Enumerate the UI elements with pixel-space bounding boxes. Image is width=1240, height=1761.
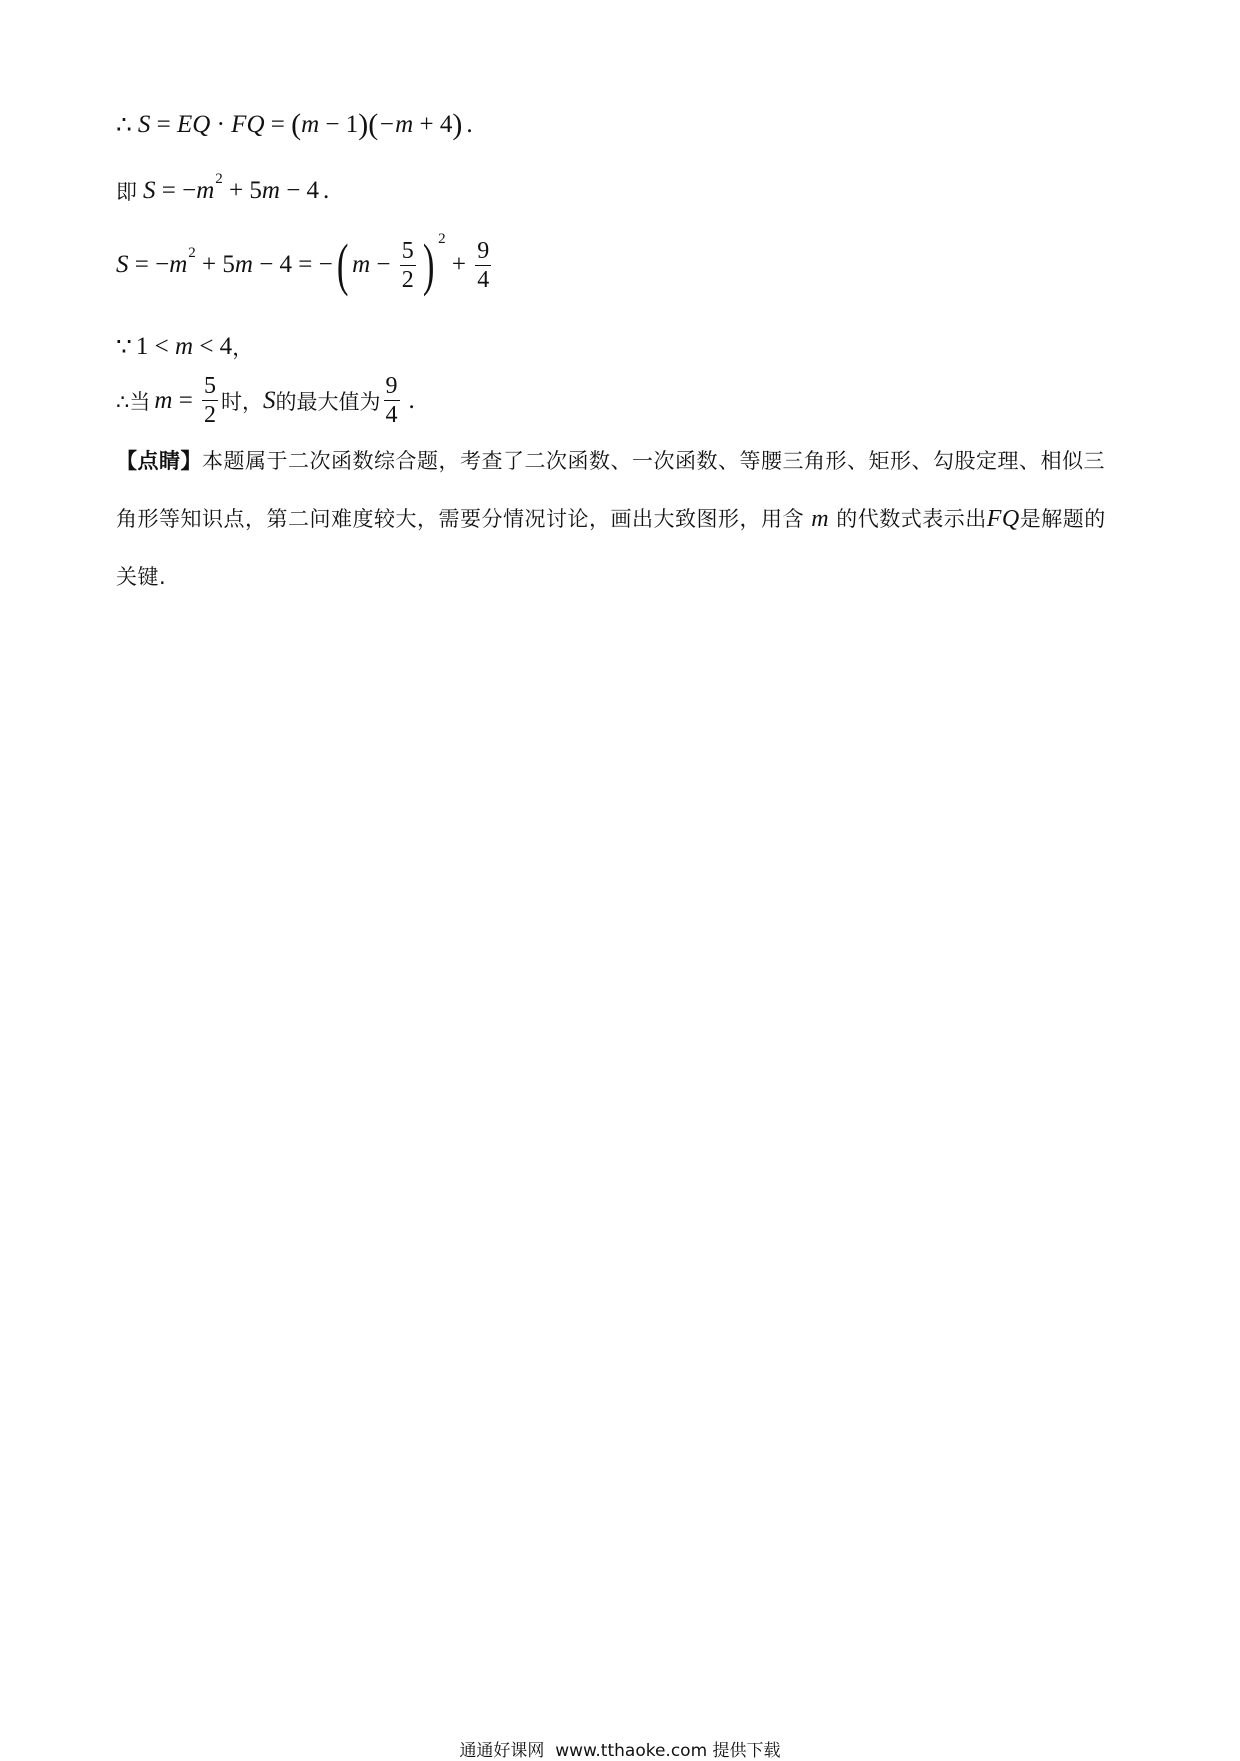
equals-neg: = − [128, 251, 170, 278]
fraction-numerator: 5 [204, 373, 217, 399]
var-eq: EQ [177, 111, 211, 138]
note-text: 的代数式表示出 [836, 507, 987, 531]
note-text: 本题属于二次函数综合题，考查了二次函数、一次函数、等腰三角形、矩形、勾股定理、相似三角形等知识点，第二问难度较大，需要分情况讨论，画出大致图形，用含 [116, 449, 1105, 531]
var-m: m [352, 251, 371, 278]
plus: + [445, 251, 473, 278]
var-m: m [234, 251, 253, 278]
therefore-symbol: ∴ [116, 112, 132, 139]
var-s: S [263, 386, 276, 414]
minus-one: − 1 [319, 111, 359, 138]
therefore-when: ∴当 [116, 389, 151, 414]
equals: = [150, 111, 178, 138]
fraction-five-halves [400, 239, 416, 292]
var-m: m [175, 333, 194, 360]
fraction-nine-quarters [384, 374, 400, 427]
minus-four: − 4 [279, 177, 320, 204]
key-point-note [116, 432, 1126, 606]
fraction-nine-quarters [475, 239, 491, 292]
period: . [466, 111, 473, 138]
page-footer [0, 1736, 1240, 1761]
fraction-denominator: 4 [477, 266, 490, 293]
fraction-numerator: 9 [477, 237, 490, 264]
equals-neg: = − [155, 177, 197, 204]
big-paren-open: ( [336, 232, 349, 297]
paren-close: ) [452, 108, 463, 141]
note-tag: 【点睛】 [116, 449, 202, 473]
var-m: m [261, 177, 280, 204]
equation-s-expanded [116, 170, 330, 206]
period: . [408, 386, 415, 414]
because-symbol: ∵ [116, 334, 132, 361]
exponent: 2 [188, 244, 196, 261]
plus-five: + 5 [195, 251, 235, 278]
exponent: 2 [215, 170, 223, 187]
footer-text: 通通好课网 www.tthaoke.com 提供下载 [459, 1741, 781, 1761]
plus-five: + 5 [222, 177, 262, 204]
fraction-numerator: 9 [385, 373, 398, 399]
big-paren-close: ) [422, 232, 435, 297]
prefix-ji: 即 [116, 180, 137, 204]
conclusion-maximum [116, 374, 415, 427]
minus: − [370, 251, 397, 278]
var-m: m [169, 251, 188, 278]
equals: = [172, 386, 200, 414]
plus-four: + 4 [413, 111, 453, 138]
period: . [323, 177, 330, 204]
equation-vertex-form [116, 230, 494, 297]
var-s: S [143, 177, 156, 204]
fraction-five-halves [202, 374, 218, 427]
fraction-numerator: 5 [401, 237, 414, 264]
var-s: S [116, 251, 129, 278]
note-text: 是解题的关键. [116, 507, 1106, 589]
comma: ， [232, 336, 254, 360]
fraction-denominator: 4 [385, 402, 398, 428]
var-s: S [137, 111, 151, 138]
range-upper: < 4 [193, 333, 233, 360]
equals: = [264, 111, 292, 138]
text-when: 时， [221, 389, 264, 414]
var-m: m [811, 506, 830, 532]
dot-operator: · [210, 111, 232, 138]
paren-close: ) [358, 108, 369, 141]
minus-four-equals-neg: − 4 = − [252, 251, 333, 278]
fraction-denominator: 2 [204, 402, 217, 428]
equation-s-product [116, 108, 473, 142]
exponent: 2 [438, 230, 446, 247]
var-neg-m: −m [378, 111, 414, 138]
var-m: m [154, 386, 173, 414]
paren-open: ( [368, 108, 379, 141]
paren-open: ( [291, 108, 302, 141]
text-max-value: 的最大值为 [275, 389, 381, 414]
fraction-denominator: 2 [401, 266, 414, 293]
var-m: m [301, 111, 320, 138]
var-fq: FQ [986, 506, 1020, 532]
range-lower: 1 < [135, 333, 176, 360]
condition-range [116, 332, 253, 362]
var-fq: FQ [231, 111, 265, 138]
var-m: m [196, 177, 215, 204]
